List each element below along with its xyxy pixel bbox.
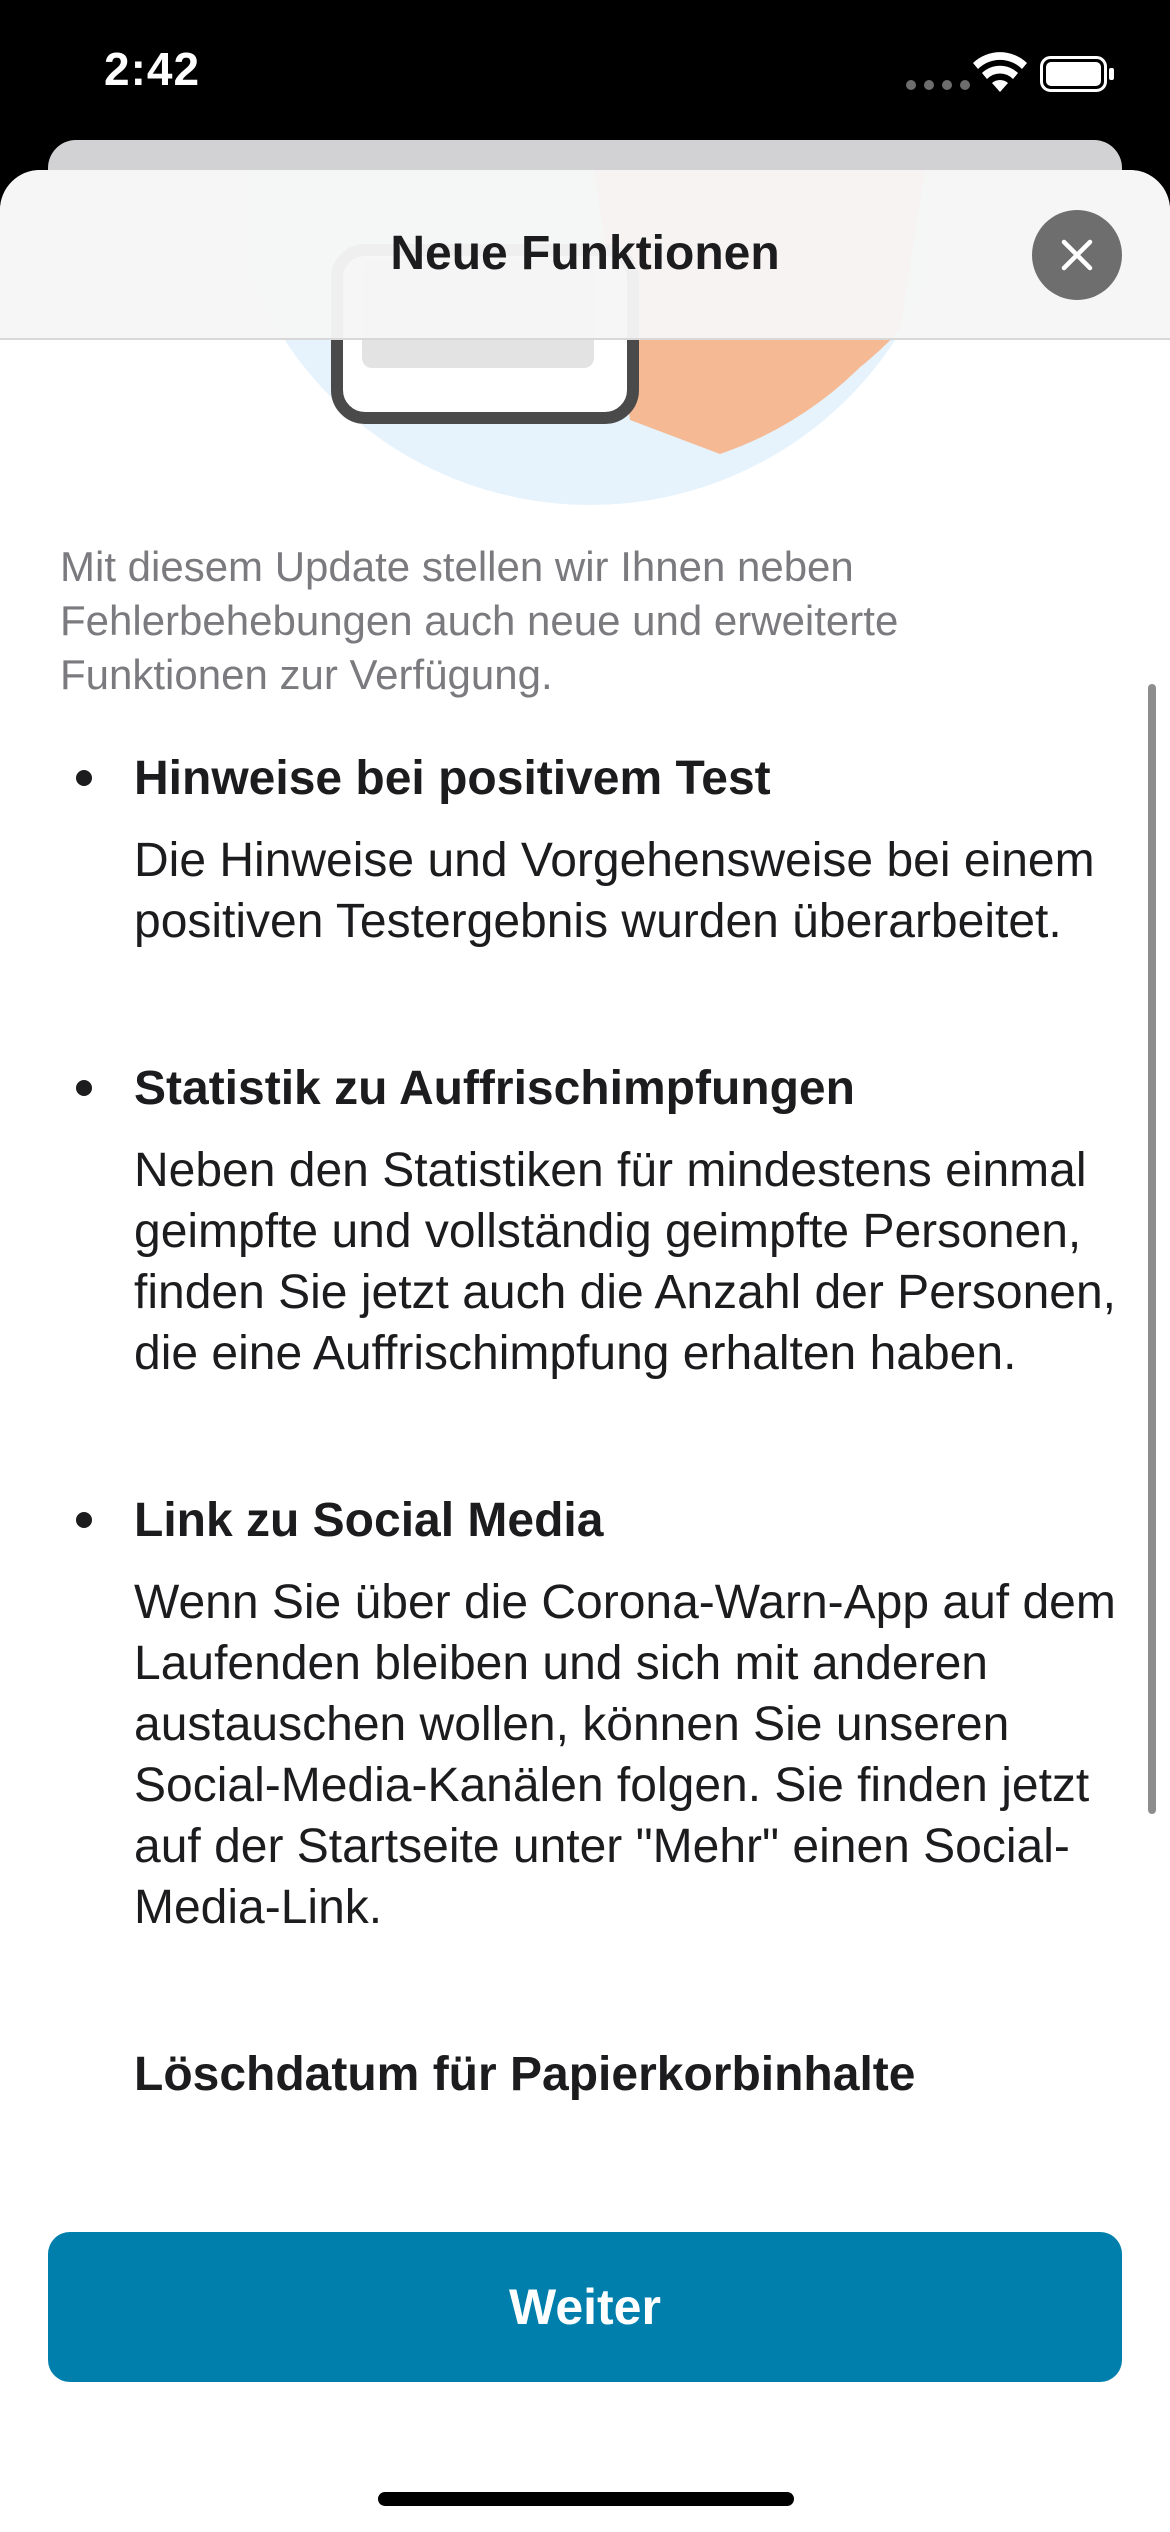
- feature-list: [60, 750, 1116, 2104]
- feature-title: Statistik zu Auffrischimpfungen: [134, 1062, 855, 1115]
- navigation-bar: [0, 170, 1170, 340]
- close-icon: [1059, 237, 1095, 273]
- intro-text: Mit diesem Update stellen wir Ihnen neben Fehlerbehebungen auch neue und erweiterte Funktionen zur Verfügung.: [60, 543, 899, 698]
- list-item: [60, 750, 1110, 952]
- cellular-signal-icon: [906, 80, 970, 90]
- feature-title: Löschdatum für Papierkorbinhalte: [134, 2048, 916, 2101]
- status-time: 2:42: [104, 43, 201, 95]
- list-item: [60, 1060, 1116, 1384]
- page-title: Neue Funktionen: [390, 227, 780, 280]
- feature-description: Wenn Sie über die Corona-Warn-App auf dem Laufenden bleiben und sich mit anderen austauschen wollen, können Sie unseren Social-Media-Kanälen folgen. Sie finden jetzt auf der Startseite unter "Mehr" einen Social-Media-Link.: [134, 1576, 1116, 1934]
- status-bar: [0, 0, 1170, 140]
- whats-new-sheet: [0, 170, 1170, 2532]
- home-indicator[interactable]: [378, 2492, 794, 2506]
- close-button[interactable]: [1032, 210, 1122, 300]
- feature-title: Link zu Social Media: [134, 1494, 604, 1547]
- feature-description: Die Hinweise und Vorgehensweise bei einem positiven Testergebnis wurden überarbeitet.: [134, 834, 1095, 948]
- feature-title: Hinweise bei positivem Test: [134, 752, 771, 805]
- scrollbar[interactable]: [1148, 684, 1156, 1814]
- content-scroll[interactable]: [60, 540, 1116, 2212]
- bullet-icon: [76, 770, 92, 786]
- continue-button[interactable]: Weiter: [48, 2232, 1122, 2382]
- list-item: [60, 1492, 1116, 1938]
- bullet-icon: [76, 1080, 92, 1096]
- wifi-icon: [972, 52, 1028, 94]
- battery-icon: [1040, 56, 1116, 92]
- list-item: [60, 2046, 1110, 2104]
- feature-description: Neben den Statistiken für mindestens einmal geimpfte und vollständig geimpfte Personen, finden Sie jetzt auch die Anzahl der Personen, die eine Auffrischimpfung erhalten haben.: [134, 1144, 1116, 1380]
- bullet-icon: [76, 1512, 92, 1528]
